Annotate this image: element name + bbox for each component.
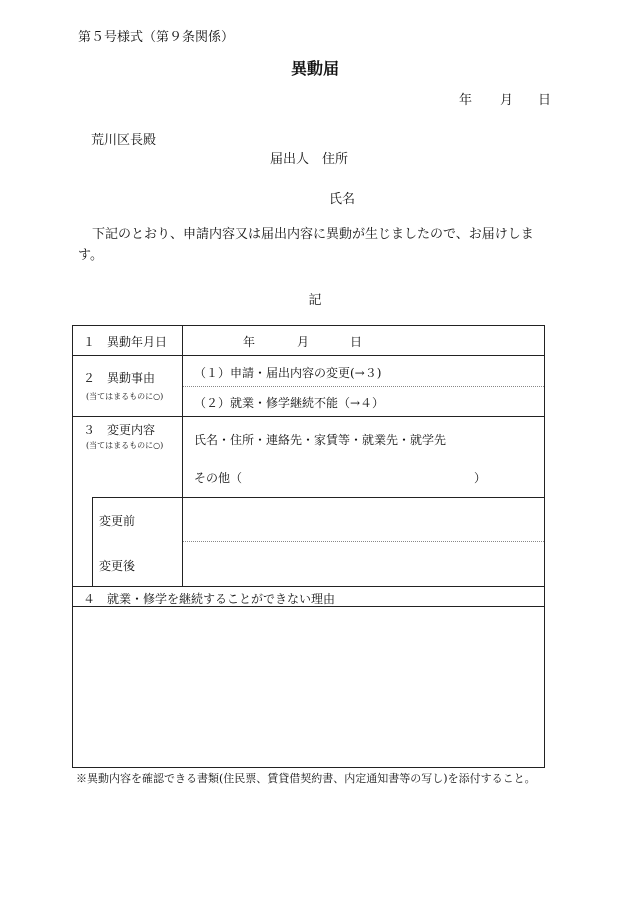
row3-label: ３ 変更内容 bbox=[83, 423, 156, 437]
row3-subtable-top bbox=[92, 497, 545, 498]
form-number: 第５号様式（第９条関係） bbox=[78, 30, 235, 45]
row3-other-label: その他（ bbox=[194, 471, 243, 485]
row2-option-2: （２）就業・修学継続不能（→４） bbox=[194, 396, 385, 410]
body-text: 下記のとおり、申請内容又は届出内容に異動が生じましたので、お届けします。 bbox=[78, 227, 534, 263]
row-separator-2 bbox=[72, 416, 545, 417]
table-border-top bbox=[72, 325, 545, 326]
row3-note: (当てはまるものに○) bbox=[86, 441, 164, 450]
row-separator-1 bbox=[72, 355, 545, 356]
row2-label: ２ 異動事由 bbox=[83, 371, 156, 385]
row2-option-1: （１）申請・届出内容の変更(→３) bbox=[194, 366, 382, 380]
row3-dotted-separator bbox=[183, 541, 544, 542]
row-separator-3 bbox=[72, 586, 545, 587]
row4-label: ４ 就業・修学を継続することができない理由 bbox=[83, 592, 336, 606]
date-day-label: 日 bbox=[538, 93, 552, 108]
row1-month: 月 bbox=[297, 335, 310, 349]
row3-after-label: 変更後 bbox=[99, 559, 136, 573]
applicant-address-label: 届出人 住所 bbox=[270, 152, 349, 167]
row1-label: １ 異動年月日 bbox=[83, 335, 168, 349]
ki-heading: 記 bbox=[308, 293, 322, 308]
applicant-name-label: 氏名 bbox=[329, 192, 356, 207]
row3-change-items: 氏名・住所・連絡先・家賃等・就業先・就学先 bbox=[194, 433, 447, 447]
row3-before-label: 変更前 bbox=[99, 514, 136, 528]
row1-day: 日 bbox=[350, 335, 363, 349]
row2-note: (当てはまるものに○) bbox=[86, 392, 164, 401]
table-border-bottom bbox=[72, 767, 545, 768]
table-border-right bbox=[544, 325, 545, 768]
date-year-label: 年 bbox=[459, 93, 473, 108]
date-month-label: 月 bbox=[500, 93, 514, 108]
table-border-left bbox=[72, 325, 73, 768]
row1-year: 年 bbox=[243, 335, 256, 349]
row3-subtable-left bbox=[92, 497, 93, 586]
column-divider bbox=[182, 325, 183, 586]
document-title: 異動届 bbox=[290, 59, 339, 78]
addressee: 荒川区長殿 bbox=[91, 133, 157, 148]
footnote: ※異動内容を確認できる書類(住民票、賃貸借契約書、内定通知書等の写し)を添付すること。 bbox=[76, 772, 536, 785]
row2-dotted-separator bbox=[183, 386, 544, 387]
row3-other-close: ） bbox=[474, 471, 487, 485]
